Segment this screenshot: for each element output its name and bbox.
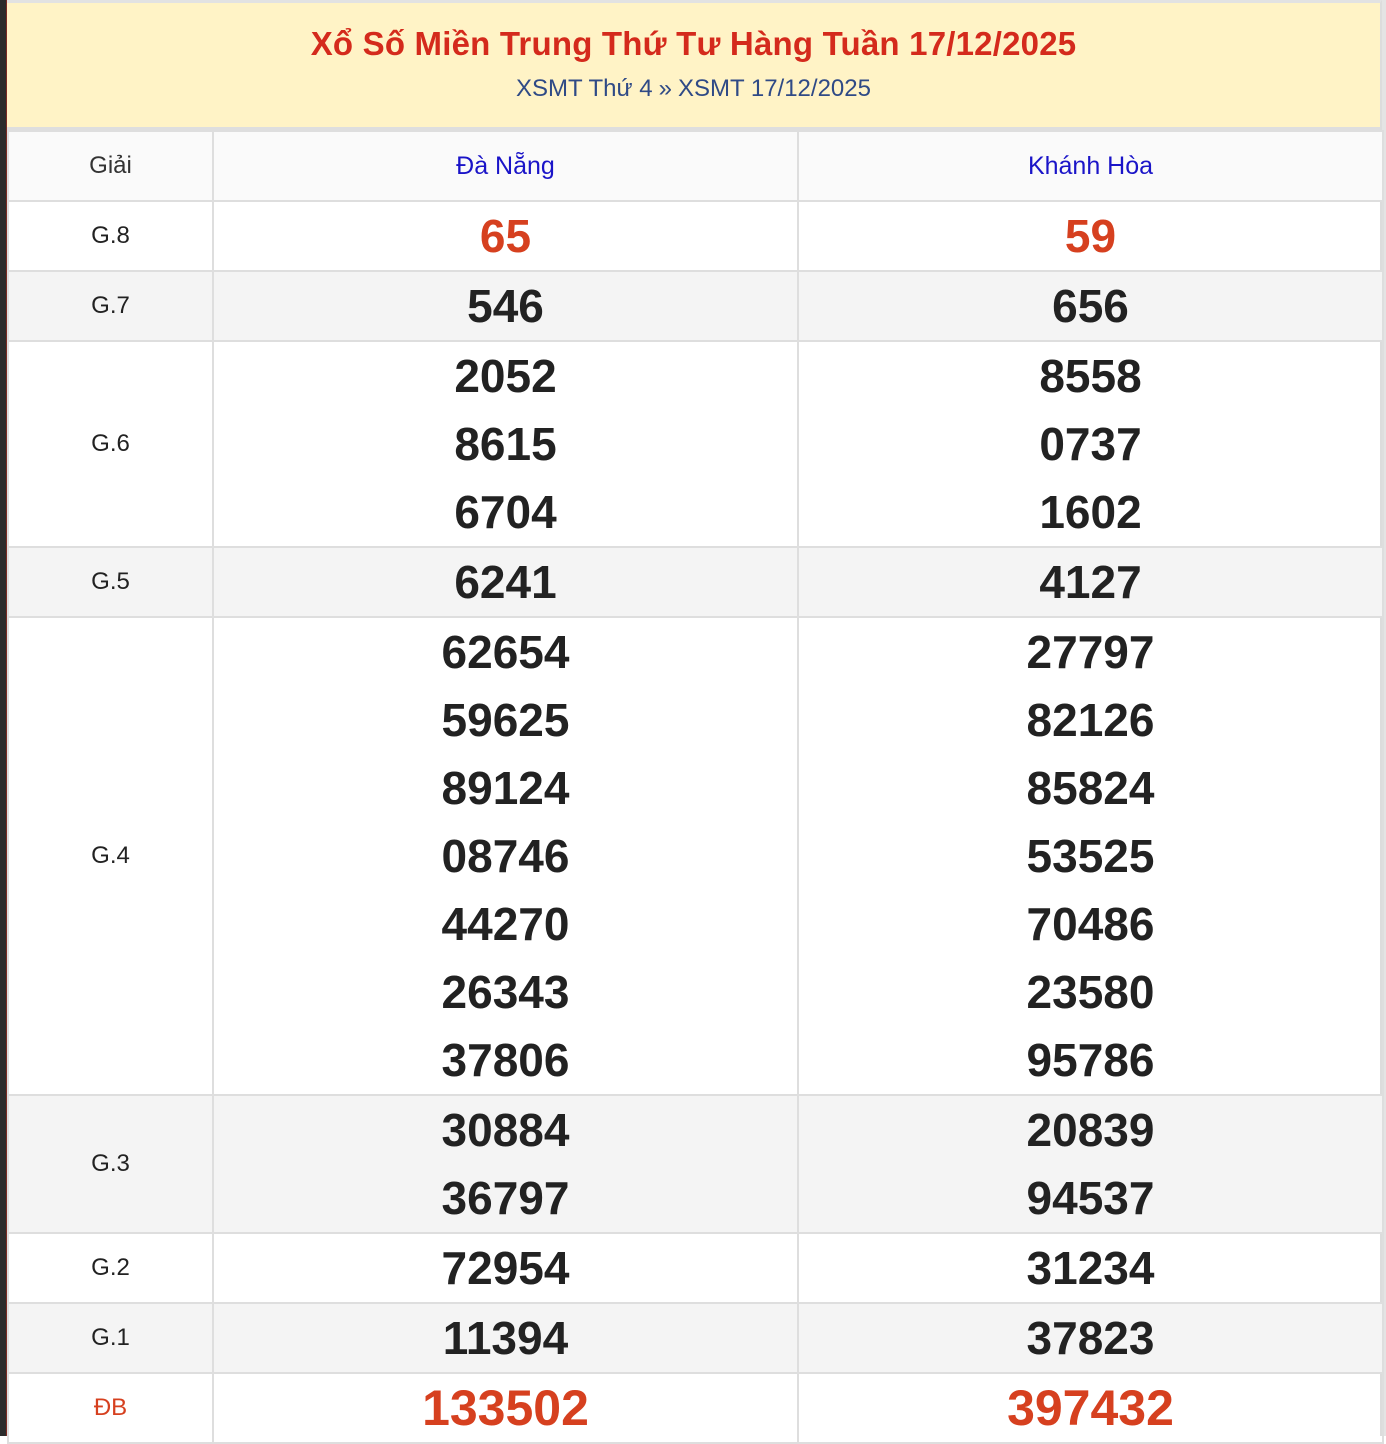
- winning-number: 36797: [441, 1172, 570, 1224]
- breadcrumb-link-date[interactable]: XSMT 17/12/2025: [677, 75, 871, 102]
- result-cell-khanh-hoa: [798, 1303, 1383, 1373]
- table-row: [8, 1373, 1383, 1443]
- table-row: [8, 1095, 1383, 1233]
- winning-number: 4127: [1039, 556, 1142, 608]
- winning-number: 53525: [1026, 830, 1155, 882]
- table-row: [8, 341, 1383, 547]
- result-cell-khanh-hoa: [798, 1233, 1383, 1303]
- table-row: [8, 271, 1383, 341]
- winning-number: 656: [1052, 280, 1129, 332]
- breadcrumb: [7, 75, 1380, 103]
- winning-number: 30884: [441, 1104, 570, 1156]
- winning-number: 1602: [1039, 486, 1142, 538]
- prize-label: G.8: [8, 201, 213, 271]
- result-cell-khanh-hoa: [798, 617, 1383, 1095]
- winning-number: 59625: [441, 694, 570, 746]
- table-row: [8, 1303, 1383, 1373]
- table-row: [8, 1233, 1383, 1303]
- winning-number: 72954: [441, 1242, 570, 1294]
- winning-number: 70486: [1026, 898, 1155, 950]
- prize-label: G.4: [8, 617, 213, 1095]
- lottery-results-table: [7, 130, 1384, 1444]
- winning-number: 85824: [1026, 762, 1155, 814]
- winning-number: 2052: [454, 350, 557, 402]
- column-header-prize: Giải: [8, 131, 213, 201]
- winning-number: 133502: [422, 1380, 589, 1436]
- winning-number: 62654: [441, 626, 570, 678]
- result-cell-da-nang: [213, 341, 798, 547]
- prize-label: G.2: [8, 1233, 213, 1303]
- result-cell-da-nang: [213, 271, 798, 341]
- prize-label: G.7: [8, 271, 213, 341]
- results-panel: [7, 0, 1382, 1436]
- prize-label: G.6: [8, 341, 213, 547]
- table-row: [8, 201, 1383, 271]
- winning-number: 95786: [1026, 1034, 1155, 1086]
- winning-number: 11394: [442, 1312, 569, 1364]
- results-body: [8, 201, 1383, 1443]
- table-row: [8, 547, 1383, 617]
- result-cell-da-nang: [213, 201, 798, 271]
- winning-number: 6241: [454, 556, 557, 608]
- page-title: Xổ Số Miền Trung Thứ Tư Hàng Tuần 17/12/2025: [310, 25, 1077, 62]
- breadcrumb-separator-icon: »: [658, 75, 672, 102]
- breadcrumb-link-weekday[interactable]: XSMT Thứ 4: [516, 75, 653, 102]
- winning-number: 65: [479, 210, 532, 262]
- result-cell-khanh-hoa: [798, 271, 1383, 341]
- result-cell-da-nang: [213, 1095, 798, 1233]
- winning-number: 59: [1064, 210, 1117, 262]
- result-cell-da-nang: [213, 1303, 798, 1373]
- column-header-da-nang[interactable]: Đà Nẵng: [213, 131, 798, 201]
- results-banner: [7, 3, 1380, 130]
- winning-number: 23580: [1026, 966, 1155, 1018]
- result-cell-khanh-hoa: [798, 1095, 1383, 1233]
- winning-number: 0737: [1039, 418, 1142, 470]
- winning-number: 397432: [1007, 1380, 1174, 1436]
- prize-label: ĐB: [8, 1373, 213, 1443]
- result-cell-da-nang: [213, 617, 798, 1095]
- column-header-khanh-hoa[interactable]: Khánh Hòa: [798, 131, 1383, 201]
- result-cell-khanh-hoa: [798, 201, 1383, 271]
- table-row: [8, 617, 1383, 1095]
- table-header-row: [8, 131, 1383, 201]
- prize-label: G.3: [8, 1095, 213, 1233]
- result-cell-khanh-hoa: [798, 341, 1383, 547]
- result-cell-da-nang: [213, 547, 798, 617]
- prize-label: G.1: [8, 1303, 213, 1373]
- winning-number: 82126: [1026, 694, 1155, 746]
- winning-number: 37823: [1026, 1312, 1155, 1364]
- winning-number: 08746: [441, 830, 570, 882]
- winning-number: 31234: [1026, 1242, 1155, 1294]
- result-cell-da-nang: [213, 1373, 798, 1443]
- winning-number: 26343: [441, 966, 570, 1018]
- winning-number: 37806: [441, 1034, 570, 1086]
- winning-number: 94537: [1026, 1172, 1155, 1224]
- winning-number: 89124: [441, 762, 570, 814]
- result-cell-khanh-hoa: [798, 547, 1383, 617]
- winning-number: 8558: [1039, 350, 1142, 402]
- winning-number: 27797: [1026, 626, 1155, 678]
- winning-number: 44270: [441, 898, 570, 950]
- winning-number: 6704: [454, 486, 557, 538]
- result-cell-da-nang: [213, 1233, 798, 1303]
- prize-label: G.5: [8, 547, 213, 617]
- winning-number: 8615: [454, 418, 557, 470]
- winning-number: 20839: [1026, 1104, 1155, 1156]
- result-cell-khanh-hoa: [798, 1373, 1383, 1443]
- winning-number: 546: [467, 280, 544, 332]
